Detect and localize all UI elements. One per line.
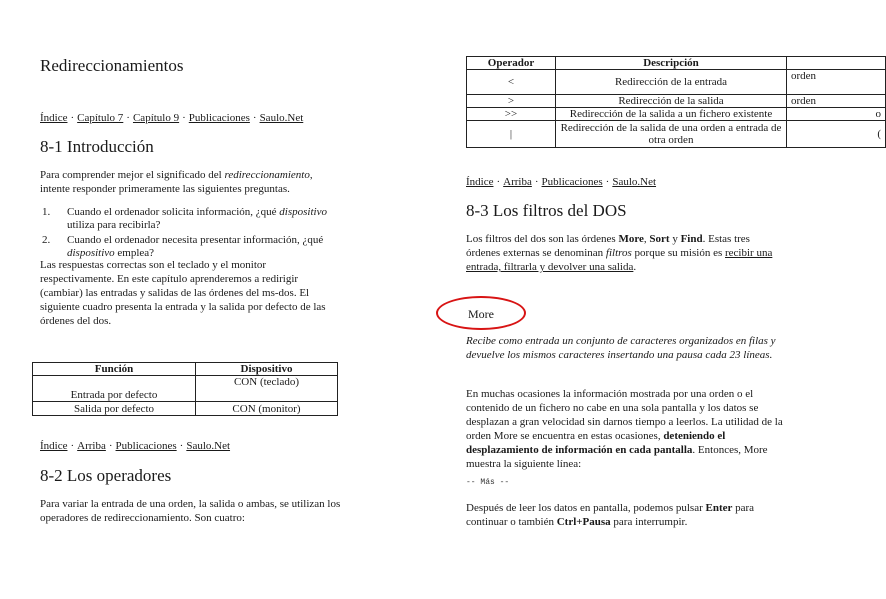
nav-link-saulo-net[interactable]: Saulo.Net <box>259 112 304 124</box>
nav-link-indice[interactable]: Índice <box>466 176 494 188</box>
questions-list <box>40 206 350 262</box>
page-title: Redireccionamientos <box>40 56 184 75</box>
table-row: >> Redirección de la salida a un fichero existente o <box>467 108 886 121</box>
intro-paragraph: Para comprender mejor el significado del redireccionamiento, intente responder primeramente las siguientes preguntas. <box>40 169 313 195</box>
table-row: < Redirección de la entrada orden <box>467 70 886 95</box>
more-continue-paragraph: Después de leer los datos en pantalla, podemos pulsar Enter para continuar o también Ctrl+Pausa para interrumpir. <box>466 502 755 528</box>
nav-link-indice[interactable]: Índice <box>40 440 68 452</box>
nav-link-publicaciones[interactable]: Publicaciones <box>188 112 250 124</box>
operadores-paragraph: Para variar la entrada de una orden, la salida o ambas, se utilizan los operadores de redireccionamiento. Son cuatro: <box>40 498 341 524</box>
more-heading: More <box>468 307 494 321</box>
more-prompt-code: -- Más -- <box>466 478 510 487</box>
table-header-extra <box>787 57 886 70</box>
nav-link-capitulo-9[interactable]: Capítulo 9 <box>132 112 180 124</box>
table-row: Salida por defecto CON (monitor) <box>33 402 338 416</box>
default-devices-table <box>32 362 338 416</box>
more-description: Recibe como entrada un conjunto de caracteres organizados en filas y devuelve los mismos caracteres insertando una pausa cada 23 líneas. <box>466 335 776 361</box>
table-row: > Redirección de la salida orden <box>467 95 886 108</box>
breadcrumb-nav-right: Índice · Arriba · Publicaciones · Saulo.Net <box>466 176 657 188</box>
nav-link-capitulo-7[interactable]: Capítulo 7 <box>77 112 124 124</box>
operators-table <box>466 56 886 148</box>
nav-link-publicaciones[interactable]: Publicaciones <box>115 440 177 452</box>
section-heading-introduccion: 8-1 Introducción <box>40 137 154 156</box>
table-header-descripcion: Descripción <box>556 57 787 70</box>
table-header-operador: Operador <box>467 57 556 70</box>
filtros-paragraph: Los filtros del dos son las órdenes More, Sort y Find. Estas tres órdenes externas se denominan filtros porque su misión es recibir una entrada, filtrarla y devolver una salida. <box>466 233 773 273</box>
section-heading-operadores: 8-2 Los operadores <box>40 466 172 485</box>
nav-link-arriba[interactable]: Arriba <box>503 176 532 188</box>
right-page <box>430 0 881 599</box>
breadcrumb-nav-top: Índice · Capítulo 7 · Capítulo 9 · Publicaciones · Saulo.Net <box>40 112 304 124</box>
nav-link-indice[interactable]: Índice <box>40 112 68 124</box>
left-page <box>0 0 430 599</box>
nav-link-arriba[interactable]: Arriba <box>77 440 106 452</box>
table-header-funcion: Función <box>33 363 196 376</box>
question-1: 1. Cuando el ordenador solicita información, ¿qué dispositivo utiliza para recibirla? <box>42 206 327 231</box>
nav-link-saulo-net[interactable]: Saulo.Net <box>612 176 657 188</box>
nav-link-saulo-net[interactable]: Saulo.Net <box>186 440 231 452</box>
table-row: | Redirección de la salida de una orden a entrada de otra orden ( <box>467 121 886 148</box>
table-header-dispositivo: Dispositivo <box>196 363 338 376</box>
nav-link-publicaciones[interactable]: Publicaciones <box>541 176 603 188</box>
question-2: 2. Cuando el ordenador necesita presentar información, ¿qué dispositivo emplea? <box>42 234 324 259</box>
section-heading-filtros: 8-3 Los filtros del DOS <box>466 201 627 220</box>
breadcrumb-nav-middle: Índice · Arriba · Publicaciones · Saulo.Net <box>40 440 231 452</box>
answer-paragraph: Las respuestas correctas son el teclado y el monitor respectivamente. En este capítulo aprenderemos a redirigir (cambiar) las entradas y salidas de las órdenes del ms-dos. El siguiente cuadro presenta la entrada y la salida por defecto de las órdenes del dos. <box>40 259 326 327</box>
table-row: Entrada por defecto CON (teclado) <box>33 376 338 402</box>
more-explanation: En muchas ocasiones la información mostrada por una orden o el contenido de un fichero no cabe en una sola pantalla y los datos se desplazan a gran velocidad sin darnos tiempo a leerlos. La utilidad de la orden More se encuentra en estas ocasiones, deteniendo el desplazamiento de información en cada pantalla. Entonces, More muestra la siguiente línea: <box>466 388 783 470</box>
